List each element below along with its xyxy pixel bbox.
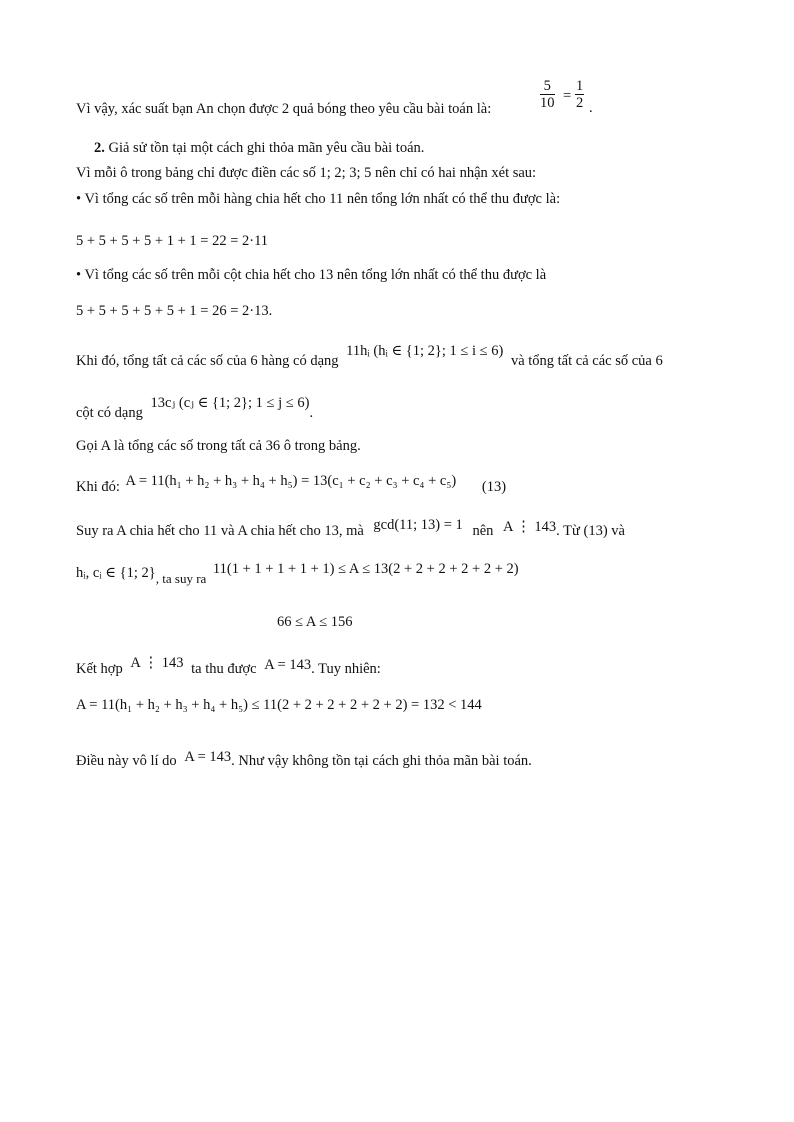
bounds-inequality: 11(1 + 1 + 1 + 1 + 1) ≤ A ≤ 13(2 + 2 + 2 + 2 + 2 + 2): [212, 561, 519, 577]
observation-text: Vì mỗi ô trong bảng chỉ được điền các số 1; 2; 3; 5 nên chỉ có hai nhận xét sau:: [76, 165, 537, 181]
conclusion-line: [76, 749, 532, 770]
equation-13-line: [76, 473, 507, 496]
fraction-five-tenths: [540, 78, 555, 111]
rows-form-line: [76, 343, 663, 370]
column-sum-equation: 5 + 5 + 5 + 5 + 5 + 1 = 26 = 2·13.: [76, 303, 273, 319]
fraction-one-half: [575, 78, 584, 111]
combine-post: . Tuy nhiên:: [311, 661, 381, 677]
part-two-text: Giả sử tồn tại một cách ghi thỏa mãn yêu cầu bài toán.: [108, 140, 425, 156]
equation-13-pre: Khi đó:: [76, 479, 120, 495]
columns-form-pre: cột có dạng: [76, 405, 143, 421]
column-observation: [76, 266, 546, 284]
combine-mid: ta thu được: [191, 661, 257, 677]
bounds-mid: , ta suy ra: [155, 571, 207, 586]
conclusion-math: A = 143: [184, 749, 232, 765]
fraction-denominator: 10: [540, 95, 555, 111]
combine-divisible-math: A ⋮ 143: [130, 655, 184, 671]
column-sum-math: 5 + 5 + 5 + 5 + 5 + 1 = 26 = 2·13: [76, 303, 269, 319]
column-observation-text: • Vì tổng các số trên mỗi cột chia hết cho 13 nên tổng lớn nhất có thể thu được là: [76, 267, 547, 283]
equals-sign: =: [563, 88, 572, 104]
contradiction-math: A = 11(h₁ + h₂ + h₃ + h₄ + h₅) ≤ 11(2 + 2 + 2 + 2 + 2 + 2) = 132 < 144: [76, 697, 482, 713]
hc-domain-math: hᵢ, cᵢ ∈ {1; 2}: [76, 565, 156, 581]
divisibility-text: Suy ra A chia hết cho 11 và A chia hết cho 13, mà: [76, 523, 364, 539]
rows-form-pre: Khi đó, tổng tất cả các số của 6 hàng có dạng: [76, 353, 339, 369]
conclusion-pre: Điều này vô lí do: [76, 753, 177, 769]
probability-text: Vì vậy, xác suất bạn An chọn được 2 quả bóng theo yêu cầu bài toán là:: [76, 101, 492, 117]
combine-pre: Kết hợp: [76, 661, 123, 677]
fraction-numerator: 5: [540, 78, 555, 95]
row-sum-math: 5 + 5 + 5 + 5 + 1 + 1 = 22 = 2·11: [76, 233, 269, 249]
combine-line: [76, 655, 381, 678]
equation-13-math: A = 11(h₁ + h₂ + h₃ + h₄ + h₅) = 13(c₁ + c₂ + c₃ + c₄ + c₅): [125, 473, 457, 489]
columns-form-math: 13cⱼ (cⱼ ∈ {1; 2}; 1 ≤ j ≤ 6): [150, 395, 310, 411]
divisibility-from: . Từ (13) và: [556, 523, 625, 539]
gcd-math: gcd(11; 13) = 1: [373, 517, 463, 533]
divisible-143-math: A ⋮ 143: [503, 519, 557, 535]
equation-13-tag: (13): [481, 479, 507, 495]
observation-intro: [76, 164, 536, 182]
fraction-numerator: 1: [576, 78, 584, 94]
part-number: 2.: [94, 140, 105, 156]
contradiction-equation: [76, 696, 482, 714]
range-line: [277, 613, 353, 631]
range-math: 66 ≤ A ≤ 156: [277, 614, 353, 630]
columns-form-line: cột có dạng 13cⱼ (cⱼ ∈ {1; 2}; 1 ≤ j ≤ 6).: [76, 395, 314, 421]
define-a-text: Gọi A là tổng các số trong tất cả 36 ô trong bảng.: [76, 438, 361, 454]
row-observation-text: • Vì tổng các số trên mỗi hàng chia hết cho 11 nên tổng lớn nhất có thể thu được là:: [76, 191, 561, 207]
divisibility-line: [76, 517, 625, 540]
probability-line: [76, 100, 491, 118]
define-a-line: [76, 437, 361, 455]
row-sum-equation: [76, 232, 268, 250]
rows-form-post: và tổng tất cả các số của 6: [510, 353, 663, 369]
bounds-line: [76, 561, 519, 588]
period: .: [589, 100, 593, 116]
row-observation: [76, 190, 560, 208]
divisibility-then: nên: [472, 523, 494, 539]
combine-value-math: A = 143: [264, 657, 312, 673]
part-two-intro: [94, 139, 424, 157]
fraction-denominator: 2: [576, 95, 584, 111]
rows-form-math: 11hᵢ (hᵢ ∈ {1; 2}; 1 ≤ i ≤ 6): [346, 343, 504, 359]
conclusion-post: . Như vậy không tồn tại cách ghi thỏa mãn bài toán.: [231, 753, 532, 769]
